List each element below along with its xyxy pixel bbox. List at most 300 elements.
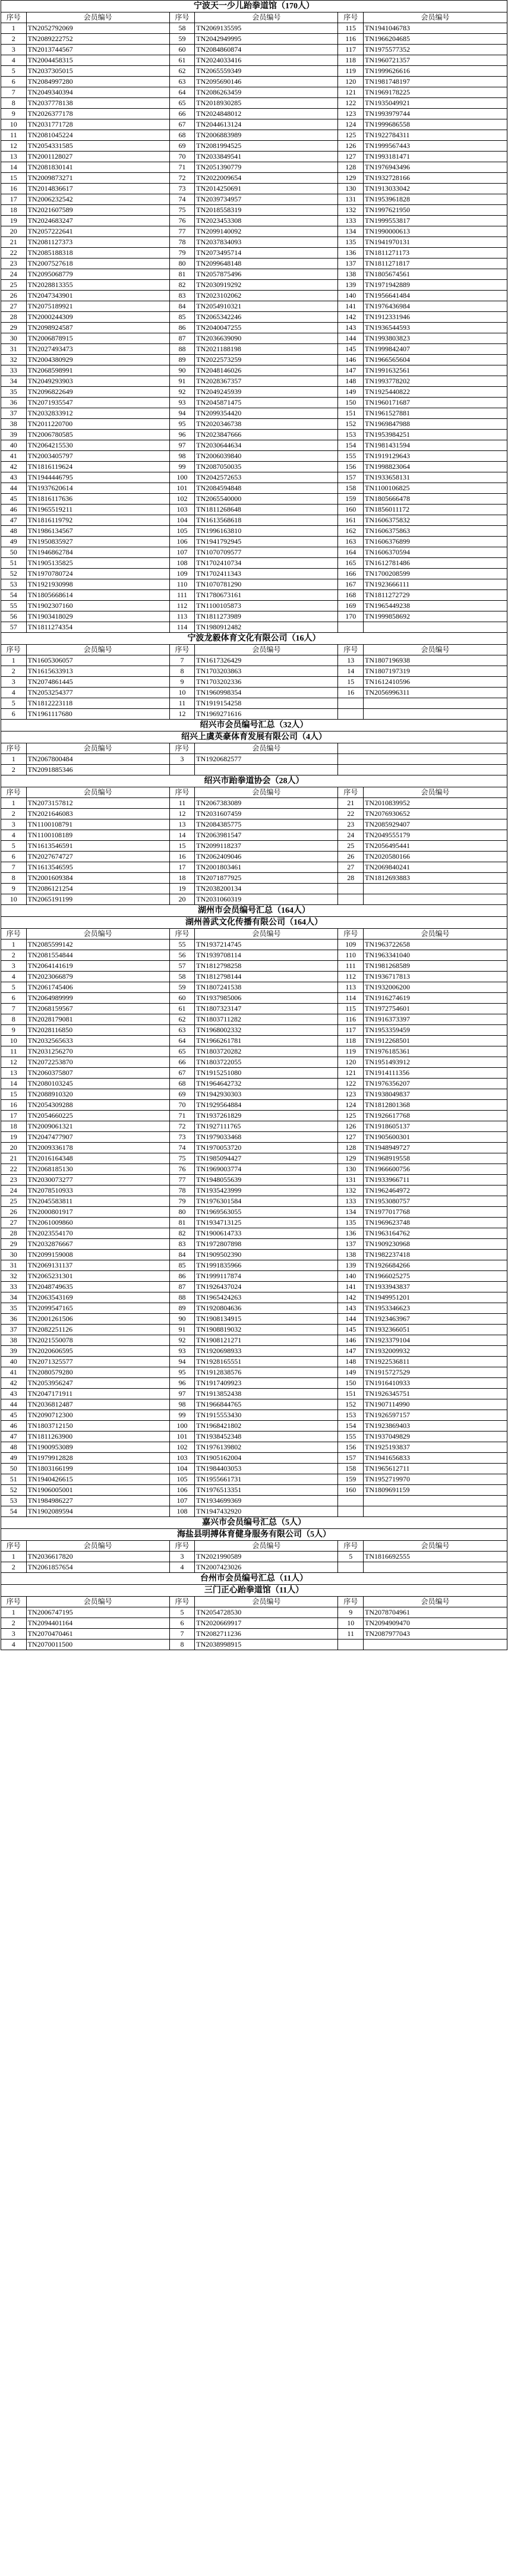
row-number: 104 bbox=[169, 515, 195, 526]
member-id: TN1811272729 bbox=[364, 590, 507, 601]
member-id: TN2074861445 bbox=[26, 677, 169, 688]
member-id: TN2026377178 bbox=[26, 109, 169, 119]
member-id: TN2071325577 bbox=[26, 1357, 169, 1367]
row-number: 2 bbox=[1, 1562, 27, 1573]
member-id: TN2049293903 bbox=[26, 376, 169, 387]
member-id: TN2031256270 bbox=[26, 1046, 169, 1057]
row-number: 145 bbox=[338, 344, 364, 355]
member-id: TN2027674727 bbox=[26, 852, 169, 862]
row-number: 33 bbox=[1, 365, 27, 376]
row-number: 34 bbox=[1, 376, 27, 387]
member-id: TN2006039840 bbox=[195, 451, 338, 462]
row-number: 120 bbox=[338, 1057, 364, 1068]
row-number: 8 bbox=[1, 873, 27, 884]
member-id: TN1963341040 bbox=[364, 950, 507, 961]
row-number: 147 bbox=[338, 1346, 364, 1357]
row-number: 19 bbox=[1, 216, 27, 226]
member-id: TN1909502390 bbox=[195, 1250, 338, 1260]
member-id: TN2010839952 bbox=[364, 798, 507, 809]
row-number: 59 bbox=[169, 34, 195, 45]
row-number: 115 bbox=[338, 1004, 364, 1014]
row-number: 100 bbox=[169, 472, 195, 483]
member-id: TN2023847666 bbox=[195, 430, 338, 440]
row-number: 30 bbox=[1, 333, 27, 344]
table-row bbox=[1, 376, 507, 387]
row-number: 98 bbox=[169, 1399, 195, 1410]
member-id: TN1941970131 bbox=[364, 237, 507, 248]
row-number: 21 bbox=[1, 1153, 27, 1164]
member-id: TN1807241538 bbox=[195, 982, 338, 993]
row-number: 70 bbox=[169, 1100, 195, 1111]
empty-cell bbox=[364, 709, 507, 720]
row-number: 99 bbox=[169, 462, 195, 472]
empty-cell bbox=[364, 894, 507, 905]
row-number: 162 bbox=[338, 526, 364, 537]
member-id: TN1919129643 bbox=[364, 451, 507, 462]
header-no: 序号 bbox=[1, 645, 27, 655]
table-row bbox=[1, 494, 507, 505]
row-number: 144 bbox=[338, 333, 364, 344]
row-number: 88 bbox=[169, 1292, 195, 1303]
row-number: 9 bbox=[1, 1025, 27, 1036]
empty-cell bbox=[338, 743, 507, 754]
row-number: 94 bbox=[169, 1357, 195, 1367]
row-number: 93 bbox=[169, 398, 195, 408]
row-number: 1 bbox=[1, 939, 27, 950]
row-number: 6 bbox=[1, 852, 27, 862]
row-number: 169 bbox=[338, 601, 364, 611]
row-number: 10 bbox=[169, 688, 195, 698]
member-id: TN1909230968 bbox=[364, 1239, 507, 1250]
row-number: 121 bbox=[338, 1068, 364, 1079]
row-number: 45 bbox=[1, 1410, 27, 1421]
member-id: TN1922784311 bbox=[364, 130, 507, 141]
table-row bbox=[1, 939, 507, 950]
member-id: TN1612410596 bbox=[364, 677, 507, 688]
row-number: 101 bbox=[169, 483, 195, 494]
member-id: TN1933966711 bbox=[364, 1175, 507, 1185]
member-id: TN1956641484 bbox=[364, 291, 507, 301]
table-row bbox=[1, 430, 507, 440]
member-id: TN1981748197 bbox=[364, 77, 507, 87]
member-id: TN1951493912 bbox=[364, 1057, 507, 1068]
row-number: 135 bbox=[338, 1218, 364, 1228]
member-id: TN1993803823 bbox=[364, 333, 507, 344]
row-number: 20 bbox=[1, 226, 27, 237]
member-id: TN1952719970 bbox=[364, 1474, 507, 1485]
member-id: TN1923463967 bbox=[364, 1314, 507, 1325]
member-id: TN1920804636 bbox=[195, 1303, 338, 1314]
row-number: 35 bbox=[1, 1303, 27, 1314]
row-number: 110 bbox=[169, 579, 195, 590]
member-id: TN1803166199 bbox=[26, 1464, 169, 1474]
table-row bbox=[1, 688, 507, 698]
row-number: 160 bbox=[338, 1485, 364, 1496]
row-number: 130 bbox=[338, 1164, 364, 1175]
row-number: 26 bbox=[338, 852, 364, 862]
table-row bbox=[1, 1025, 507, 1036]
member-id: TN2085188318 bbox=[26, 248, 169, 258]
row-number: 136 bbox=[338, 248, 364, 258]
member-id: TN2054331585 bbox=[26, 141, 169, 152]
member-id: TN1703202336 bbox=[195, 677, 338, 688]
member-id: TN2068159567 bbox=[26, 1004, 169, 1014]
member-id: TN1903418029 bbox=[26, 611, 169, 622]
table-row bbox=[1, 387, 507, 398]
empty-cell bbox=[364, 884, 507, 894]
member-id: TN2082711236 bbox=[195, 1629, 338, 1639]
table-row bbox=[1, 408, 507, 419]
empty-cell bbox=[338, 1496, 364, 1506]
table-row bbox=[1, 709, 507, 720]
row-number: 7 bbox=[169, 1629, 195, 1639]
header-no: 序号 bbox=[1, 787, 27, 798]
member-id: TN1606370594 bbox=[364, 547, 507, 558]
row-number: 164 bbox=[338, 547, 364, 558]
table-row bbox=[1, 472, 507, 483]
member-id: TN2024033416 bbox=[195, 55, 338, 66]
member-id: TN1976356207 bbox=[364, 1079, 507, 1089]
member-id: TN1612781486 bbox=[364, 558, 507, 569]
table-row bbox=[1, 569, 507, 579]
member-id: TN1807197319 bbox=[364, 666, 507, 677]
row-number: 2 bbox=[1, 1618, 27, 1629]
row-number: 15 bbox=[169, 841, 195, 852]
member-id: TN1921930998 bbox=[26, 579, 169, 590]
row-number: 57 bbox=[1, 622, 27, 633]
row-number: 12 bbox=[169, 809, 195, 819]
row-number: 17 bbox=[1, 194, 27, 205]
row-number: 44 bbox=[1, 483, 27, 494]
table-row bbox=[1, 87, 507, 98]
row-number: 4 bbox=[1, 1639, 27, 1650]
member-id: TN2096822649 bbox=[26, 387, 169, 398]
member-id: TN1960998354 bbox=[195, 688, 338, 698]
row-number: 50 bbox=[1, 547, 27, 558]
member-id: TN1937985006 bbox=[195, 993, 338, 1004]
member-id: TN1953080757 bbox=[364, 1196, 507, 1207]
row-number: 71 bbox=[169, 162, 195, 173]
member-id: TN1907114990 bbox=[364, 1399, 507, 1410]
org-title-row bbox=[1, 732, 507, 743]
member-id: TN2048749635 bbox=[26, 1282, 169, 1292]
row-number: 121 bbox=[338, 87, 364, 98]
row-number: 17 bbox=[169, 862, 195, 873]
row-number: 152 bbox=[338, 419, 364, 430]
row-number: 155 bbox=[338, 1432, 364, 1442]
member-id: TN2099140092 bbox=[195, 226, 338, 237]
row-number: 104 bbox=[169, 1464, 195, 1474]
member-id: TN1955661731 bbox=[195, 1474, 338, 1485]
row-number: 95 bbox=[169, 1367, 195, 1378]
member-id: TN2064989999 bbox=[26, 993, 169, 1004]
row-number: 39 bbox=[1, 430, 27, 440]
org-title-row bbox=[1, 917, 507, 929]
row-number: 10 bbox=[338, 1618, 364, 1629]
row-number: 134 bbox=[338, 226, 364, 237]
member-id: TN2089222752 bbox=[26, 34, 169, 45]
row-number: 65 bbox=[169, 1046, 195, 1057]
empty-cell bbox=[338, 894, 364, 905]
member-id: TN2033849541 bbox=[195, 152, 338, 162]
table-row bbox=[1, 579, 507, 590]
member-id: TN1925440822 bbox=[364, 387, 507, 398]
row-number: 24 bbox=[338, 830, 364, 841]
row-number: 103 bbox=[169, 1453, 195, 1464]
table-row bbox=[1, 1367, 507, 1378]
member-id: TN1816119792 bbox=[26, 515, 169, 526]
member-id: TN1996163810 bbox=[195, 526, 338, 537]
row-number: 146 bbox=[338, 1335, 364, 1346]
member-id: TN2073157812 bbox=[26, 798, 169, 809]
row-number: 16 bbox=[338, 688, 364, 698]
member-id: TN1993778202 bbox=[364, 376, 507, 387]
member-id: TN1926617768 bbox=[364, 1111, 507, 1121]
member-id: TN2020669917 bbox=[195, 1618, 338, 1629]
table-row bbox=[1, 419, 507, 430]
member-id: TN1937620614 bbox=[26, 483, 169, 494]
table-row bbox=[1, 55, 507, 66]
member-id: TN2032565633 bbox=[26, 1036, 169, 1046]
header-member-id: 会员编号 bbox=[195, 645, 338, 655]
member-id: TN1805668614 bbox=[26, 590, 169, 601]
row-number: 70 bbox=[169, 152, 195, 162]
header-member-id: 会员编号 bbox=[26, 1597, 169, 1607]
row-number: 76 bbox=[169, 216, 195, 226]
row-number: 138 bbox=[338, 1250, 364, 1260]
table-row bbox=[1, 1228, 507, 1239]
member-id: TN1933658131 bbox=[364, 472, 507, 483]
member-id: TN1985094427 bbox=[195, 1153, 338, 1164]
row-number: 9 bbox=[169, 677, 195, 688]
member-id: TN2088910320 bbox=[26, 1089, 169, 1100]
table-row bbox=[1, 1282, 507, 1292]
row-number: 13 bbox=[1, 152, 27, 162]
member-id: TN2081045224 bbox=[26, 130, 169, 141]
table-row bbox=[1, 1378, 507, 1389]
row-number: 152 bbox=[338, 1399, 364, 1410]
row-number: 148 bbox=[338, 1357, 364, 1367]
table-row bbox=[1, 98, 507, 109]
member-id: TN1990000613 bbox=[364, 226, 507, 237]
member-id: TN1953961828 bbox=[364, 194, 507, 205]
row-number: 102 bbox=[169, 1442, 195, 1453]
member-id: TN1100105873 bbox=[195, 601, 338, 611]
member-id: TN1908134915 bbox=[195, 1314, 338, 1325]
member-id: TN2018558319 bbox=[195, 205, 338, 216]
member-id: TN1923379104 bbox=[364, 1335, 507, 1346]
member-id: TN1976436984 bbox=[364, 301, 507, 312]
member-id: TN2054728530 bbox=[195, 1607, 338, 1618]
row-number: 3 bbox=[169, 754, 195, 765]
row-number: 34 bbox=[1, 1292, 27, 1303]
table-row bbox=[1, 1153, 507, 1164]
header-no: 序号 bbox=[1, 743, 27, 754]
member-id: TN1811268648 bbox=[195, 505, 338, 515]
member-id: TN2067383089 bbox=[195, 798, 338, 809]
row-number: 151 bbox=[338, 1389, 364, 1399]
row-number: 133 bbox=[338, 216, 364, 226]
row-number: 140 bbox=[338, 291, 364, 301]
member-id: TN1916274619 bbox=[364, 993, 507, 1004]
row-number: 149 bbox=[338, 1367, 364, 1378]
row-number: 16 bbox=[169, 852, 195, 862]
row-number: 24 bbox=[1, 1185, 27, 1196]
member-id: TN1934713125 bbox=[195, 1218, 338, 1228]
row-number: 50 bbox=[1, 1464, 27, 1474]
row-number: 79 bbox=[169, 248, 195, 258]
empty-cell bbox=[338, 1506, 364, 1517]
member-id: TN2048146026 bbox=[195, 365, 338, 376]
member-id: TN1999553817 bbox=[364, 216, 507, 226]
row-number: 2 bbox=[1, 666, 27, 677]
row-number: 23 bbox=[1, 258, 27, 269]
row-number: 26 bbox=[1, 291, 27, 301]
table-row bbox=[1, 884, 507, 894]
member-id: TN2057875496 bbox=[195, 269, 338, 280]
header-member-id: 会员编号 bbox=[195, 12, 338, 23]
member-id: TN1613546595 bbox=[26, 862, 169, 873]
row-number: 5 bbox=[338, 1552, 364, 1562]
row-number: 6 bbox=[1, 709, 27, 720]
row-number: 28 bbox=[1, 312, 27, 323]
table-row bbox=[1, 677, 507, 688]
member-id: TN2062409046 bbox=[195, 852, 338, 862]
member-id: TN1940426615 bbox=[26, 1474, 169, 1485]
header-no: 序号 bbox=[169, 743, 195, 754]
row-number: 157 bbox=[338, 472, 364, 483]
member-id: TN2080579280 bbox=[26, 1367, 169, 1378]
table-row bbox=[1, 1046, 507, 1057]
member-id: TN1812798144 bbox=[195, 972, 338, 982]
member-id: TN2028367357 bbox=[195, 376, 338, 387]
table-row bbox=[1, 269, 507, 280]
table-row bbox=[1, 622, 507, 633]
member-id: TN1968421802 bbox=[195, 1421, 338, 1432]
row-number: 40 bbox=[1, 1357, 27, 1367]
row-number: 102 bbox=[169, 494, 195, 505]
member-id: TN2065559349 bbox=[195, 66, 338, 77]
table-row bbox=[1, 1346, 507, 1357]
empty-cell bbox=[364, 698, 507, 709]
member-id: TN2052792069 bbox=[26, 23, 169, 34]
row-number: 74 bbox=[169, 1143, 195, 1153]
member-id: TN1964642732 bbox=[195, 1079, 338, 1089]
table-row bbox=[1, 323, 507, 333]
row-number: 1 bbox=[1, 23, 27, 34]
member-id: TN2006883989 bbox=[195, 130, 338, 141]
row-number: 111 bbox=[338, 961, 364, 972]
table-row bbox=[1, 1250, 507, 1260]
table-row bbox=[1, 1143, 507, 1153]
row-number: 13 bbox=[1, 1068, 27, 1079]
row-number: 80 bbox=[169, 1207, 195, 1218]
row-number: 1 bbox=[1, 1552, 27, 1562]
row-number: 21 bbox=[338, 798, 364, 809]
table-row bbox=[1, 1464, 507, 1474]
row-number: 69 bbox=[169, 1089, 195, 1100]
table-row bbox=[1, 698, 507, 709]
empty-cell bbox=[364, 1562, 507, 1573]
member-id: TN2086121254 bbox=[26, 884, 169, 894]
column-header-row bbox=[1, 645, 507, 655]
member-id: TN2084997280 bbox=[26, 77, 169, 87]
member-id: TN1953984251 bbox=[364, 430, 507, 440]
member-id: TN1970780724 bbox=[26, 569, 169, 579]
member-id: TN2007423026 bbox=[195, 1562, 338, 1573]
row-number: 15 bbox=[338, 677, 364, 688]
table-row bbox=[1, 1271, 507, 1282]
table-row bbox=[1, 109, 507, 119]
member-id: TN2021646083 bbox=[26, 809, 169, 819]
row-number: 25 bbox=[338, 841, 364, 852]
row-number: 81 bbox=[169, 1218, 195, 1228]
table-row bbox=[1, 1314, 507, 1325]
row-number: 47 bbox=[1, 1432, 27, 1442]
row-number: 59 bbox=[169, 982, 195, 993]
row-number: 12 bbox=[1, 141, 27, 152]
row-number: 52 bbox=[1, 569, 27, 579]
member-id: TN1905600301 bbox=[364, 1132, 507, 1143]
member-id: TN2021550078 bbox=[26, 1335, 169, 1346]
member-id: TN1927111765 bbox=[195, 1121, 338, 1132]
header-no: 序号 bbox=[338, 787, 364, 798]
table-row bbox=[1, 830, 507, 841]
row-number: 150 bbox=[338, 398, 364, 408]
table-row bbox=[1, 1089, 507, 1100]
row-number: 48 bbox=[1, 526, 27, 537]
row-number: 106 bbox=[169, 537, 195, 547]
row-number: 27 bbox=[1, 301, 27, 312]
row-number: 28 bbox=[338, 873, 364, 884]
row-number: 166 bbox=[338, 569, 364, 579]
row-number: 91 bbox=[169, 1325, 195, 1335]
row-number: 32 bbox=[1, 355, 27, 365]
row-number: 90 bbox=[169, 1314, 195, 1325]
header-member-id: 会员编号 bbox=[195, 743, 338, 754]
row-number: 120 bbox=[338, 77, 364, 87]
row-number: 82 bbox=[169, 280, 195, 291]
member-id: TN2047477907 bbox=[26, 1132, 169, 1143]
row-number: 117 bbox=[338, 45, 364, 55]
header-member-id: 会员编号 bbox=[26, 929, 169, 939]
member-id: TN1912268501 bbox=[364, 1036, 507, 1046]
table-row bbox=[1, 1485, 507, 1496]
row-number: 142 bbox=[338, 312, 364, 323]
row-number: 63 bbox=[169, 77, 195, 87]
row-number: 2 bbox=[1, 765, 27, 775]
row-number: 109 bbox=[338, 939, 364, 950]
row-number: 86 bbox=[169, 323, 195, 333]
row-number: 156 bbox=[338, 1442, 364, 1453]
member-id: TN2065231301 bbox=[26, 1271, 169, 1282]
row-number: 115 bbox=[338, 23, 364, 34]
member-id: TN2003405797 bbox=[26, 451, 169, 462]
member-id: TN2099354420 bbox=[195, 408, 338, 419]
member-id: TN1926345751 bbox=[364, 1389, 507, 1399]
member-id: TN2047343901 bbox=[26, 291, 169, 301]
row-number: 58 bbox=[169, 972, 195, 982]
row-number: 136 bbox=[338, 1228, 364, 1239]
member-id: TN1934699369 bbox=[195, 1496, 338, 1506]
member-id: TN1941792945 bbox=[195, 537, 338, 547]
member-id: TN2023453308 bbox=[195, 216, 338, 226]
member-id: TN1906005001 bbox=[26, 1485, 169, 1496]
header-member-id: 会员编号 bbox=[26, 1541, 169, 1552]
row-number: 11 bbox=[169, 798, 195, 809]
header-no: 序号 bbox=[169, 1541, 195, 1552]
row-number: 106 bbox=[169, 1485, 195, 1496]
